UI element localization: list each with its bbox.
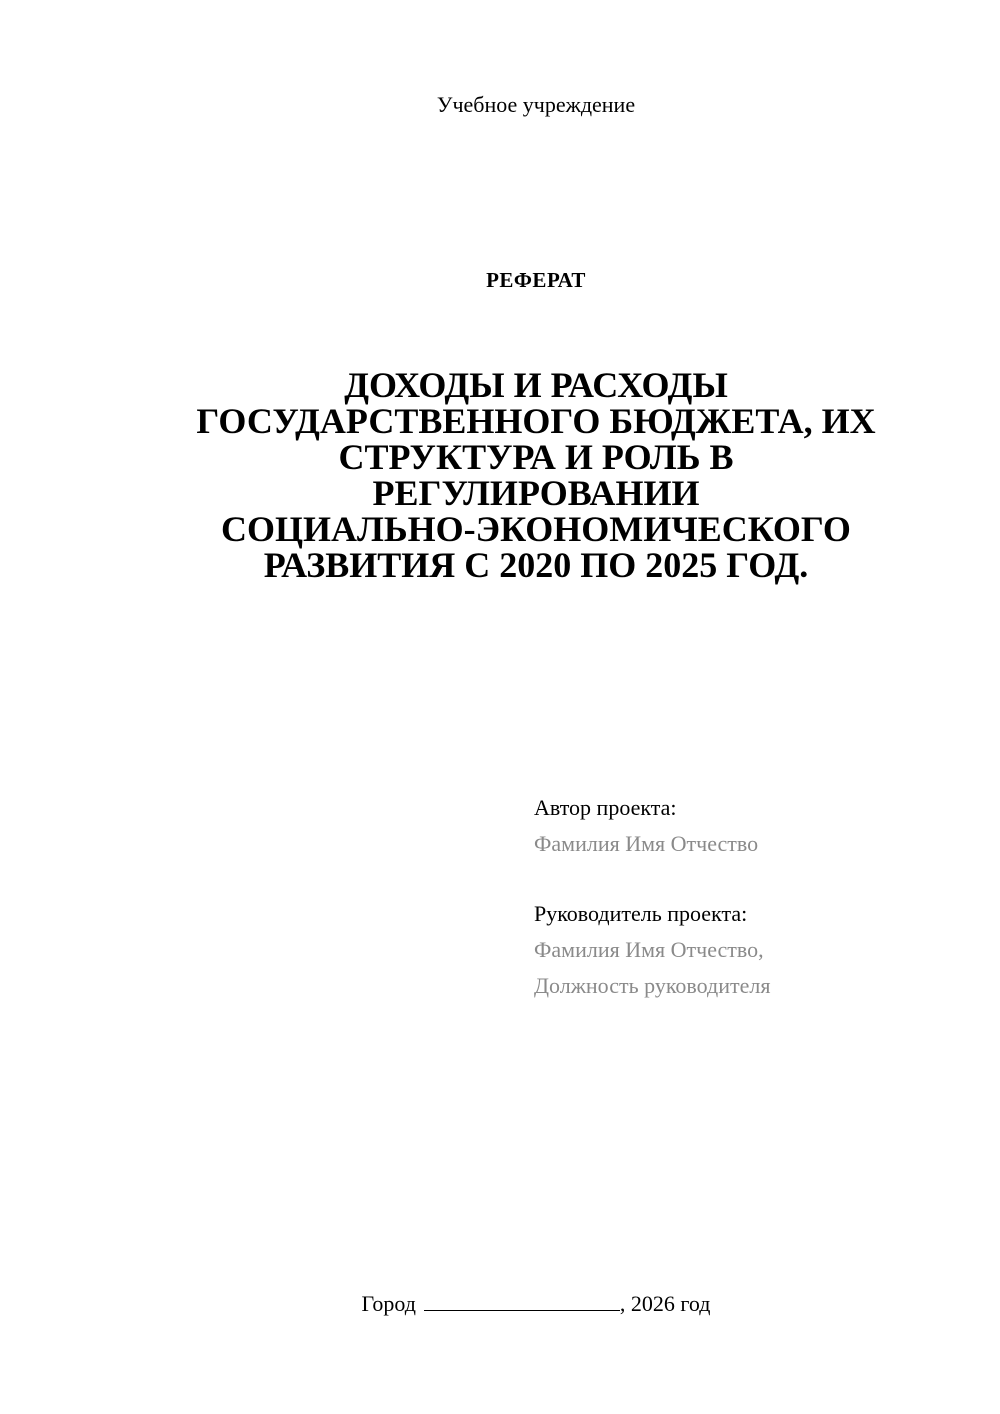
institution-name: Учебное учреждение — [436, 92, 636, 117]
supervisor-position: Должность руководителя — [534, 973, 771, 998]
title-line: РАЗВИТИЯ С 2020 ПО 2025 ГОД. — [263, 545, 809, 585]
title-line: СОЦИАЛЬНО-ЭКОНОМИЧЕСКОГО — [221, 509, 851, 549]
title-line: РЕГУЛИРОВАНИИ — [372, 473, 700, 513]
document-title — [160, 367, 912, 583]
city-year-line — [0, 1290, 1000, 1317]
city-label: Город — [361, 1291, 416, 1316]
supervisor-name: Фамилия Имя Отчество, — [534, 937, 764, 962]
supervisor-label: Руководитель проекта: — [534, 901, 748, 926]
credits-block — [534, 790, 770, 1004]
city-blank-line — [424, 1290, 620, 1311]
credits-spacer — [534, 862, 770, 896]
title-line: СТРУКТУРА И РОЛЬ В — [338, 437, 734, 477]
title-line: ДОХОДЫ И РАСХОДЫ — [344, 365, 728, 405]
author-name: Фамилия Имя Отчество — [534, 831, 759, 856]
year-text: , 2026 год — [619, 1291, 711, 1316]
author-label: Автор проекта: — [534, 795, 677, 820]
document-type: РЕФЕРАТ — [486, 268, 586, 292]
title-line: ГОСУДАРСТВЕННОГО БЮДЖЕТА, ИХ — [196, 401, 876, 441]
